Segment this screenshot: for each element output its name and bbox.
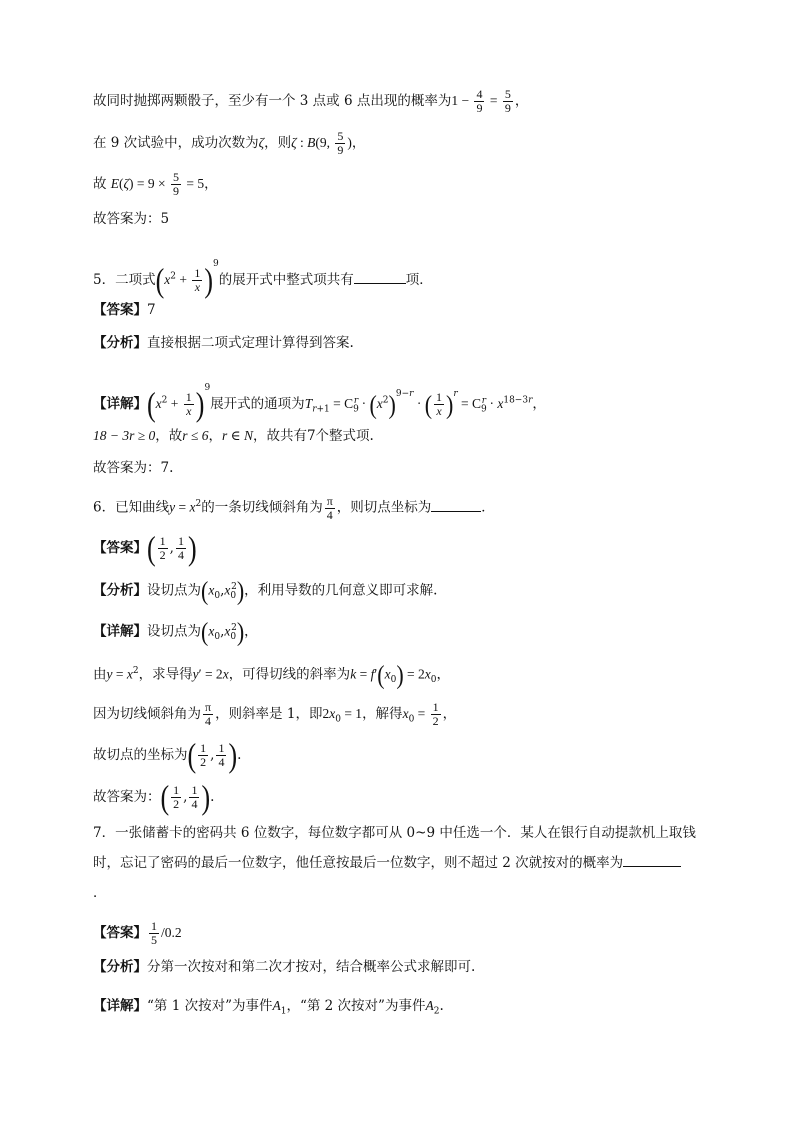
detail-q5: 【详解】($x^2$ + $\frac{1}{x}$ )$^9$展开式的通项为$T_{r+1} = C_9^r \cdot (x^2)^{9-r}$ · ( $\frac{1}{x}$ )$^r = C_9^r \cdot x^{18-3r}$， bbox=[93, 383, 546, 423]
question-5: 5．二项式($x^2$ + $\frac{1}{x}$ )$^9$的展开式中整式项共有 项． bbox=[93, 259, 433, 299]
detail-tag-6: 【详解】 bbox=[93, 623, 147, 640]
text-line-probability: 故同时抛掷两颗骰子，至少有一个 3 点或 6 点出现的概率为1 − $\frac{4}{9}$ = $\frac{5}{9}$ ， bbox=[93, 87, 529, 115]
set-e: r ∈ N bbox=[221, 428, 253, 443]
analysis-text: 直接根据二项式定理计算得到答案. bbox=[147, 335, 354, 351]
trials-text-b: ，则 bbox=[264, 135, 292, 151]
text-line-trials: 在 9 次试验中，成功次数为ζ，则ζ : B(9, $\frac{5}{9}$ )， bbox=[93, 129, 366, 157]
answer-tag-7: 【答案】 bbox=[93, 925, 147, 941]
final-answer-q5: 故答案为：7. bbox=[93, 460, 174, 476]
question-6-tail: ，则切点坐标为 bbox=[336, 499, 432, 516]
analysis-6-a: 设切点为 bbox=[147, 582, 201, 599]
line-6-b: ，求导得 bbox=[138, 666, 193, 683]
answer-tag: 【答案】 bbox=[93, 302, 147, 318]
trials-text: 在 9 次试验中，成功次数为 bbox=[93, 135, 259, 151]
analysis-text-7: 分第一次按对和第二次才按对，结合概率公式求解即可. bbox=[147, 959, 476, 975]
question-7-line2 bbox=[93, 853, 681, 873]
inequality-a: 18 − 3r ≥ 0 bbox=[93, 428, 156, 443]
answer-q7: 【答案】 $\frac{1}{5}$ /0.2 bbox=[93, 919, 182, 947]
analysis-q6: 【分析】设切点为$(x_0,x_0^2)$，利用导数的几何意义即可求解. bbox=[93, 575, 438, 606]
fraction-5-9-b: $\frac{5}{9}$ bbox=[337, 129, 344, 157]
detail-q5-line2 bbox=[93, 426, 374, 446]
line-6-d: ， bbox=[436, 666, 451, 683]
question-6-text: 的一条切线倾斜角为 bbox=[201, 499, 323, 516]
final-q5 bbox=[93, 458, 173, 478]
question-7-text2: 时，忘记了密码的最后一位数字，他任意按最后一位数字，则不超过 2 次就按对的概率为 bbox=[93, 855, 624, 871]
detail-text-7b: ，“第 2 次按对”为事件 bbox=[286, 998, 426, 1014]
line3-6: 故切点的坐标为 bbox=[93, 747, 188, 763]
detail-mid: 展开式的通项为 bbox=[210, 396, 305, 412]
analysis-tag-7: 【分析】 bbox=[93, 959, 147, 975]
detail-q6-line4: 故切点的坐标为( $\frac{1}{2}$ , $\frac{1}{4}$ ). bbox=[93, 736, 242, 774]
question-5-tail: 项． bbox=[405, 272, 433, 288]
question-5-number: 5．二项式 bbox=[93, 272, 156, 288]
line2-6-c: ，解得 bbox=[362, 706, 403, 722]
line2-6-d: ， bbox=[442, 706, 457, 722]
answer-blank bbox=[354, 283, 406, 284]
detail-q7: 【详解】“第 1 次按对”为事件$A_1$，“第 2 次按对”为事件$A_2$. bbox=[93, 998, 444, 1017]
text-b: ，故 bbox=[155, 428, 183, 444]
line-6-a: 由 bbox=[93, 666, 107, 683]
fraction-4-9: $\frac{4}{9}$ bbox=[476, 87, 483, 115]
fraction-5-9: $\frac{5}{9}$ bbox=[504, 87, 511, 115]
answer-blank-7 bbox=[623, 866, 681, 867]
probability-text: 故同时抛掷两颗骰子，至少有一个 3 点或 6 点出现的概率为 bbox=[93, 93, 452, 109]
answer-blank-6 bbox=[431, 511, 481, 512]
question-7-text1: 7．一张储蓄卡的密码共 6 位数字，每位数字都可从 0~9 中任选一个．某人在银行自动提款机上取钱 bbox=[93, 825, 696, 841]
question-7-dot: ． bbox=[93, 885, 107, 901]
detail-6-b: ， bbox=[244, 623, 258, 640]
question-7-line3 bbox=[93, 883, 107, 903]
answer-line-q4 bbox=[93, 209, 169, 229]
answer-suffix-7: /0.2 bbox=[161, 925, 182, 940]
text-d: ， bbox=[208, 428, 222, 444]
detail-6-a: 设切点为 bbox=[147, 623, 201, 640]
answer-q5 bbox=[93, 300, 156, 320]
analysis-q5 bbox=[93, 333, 354, 353]
question-6-end: ． bbox=[481, 499, 495, 516]
text-line-expectation: 故 E(ζ) = 9 × $\frac{5}{9}$ = 5， bbox=[93, 170, 218, 198]
question-7-line1 bbox=[93, 823, 696, 843]
analysis-q7 bbox=[93, 957, 475, 977]
fraction-5-9-c: $\frac{5}{9}$ bbox=[173, 170, 179, 198]
answer-q6: 【答案】( $\frac{1}{2}$ , $\frac{1}{4}$ ) bbox=[93, 529, 197, 567]
question-5-text: 的展开式中整式项共有 bbox=[218, 272, 354, 288]
expectation-prefix: 故 bbox=[93, 176, 107, 192]
detail-q6: 【详解】设切点为$(x_0,x_0^2)$， bbox=[93, 616, 258, 647]
detail-q6-line3: 因为切线倾斜角为 $\frac{\pi}{4}$ ，则斜率是 1，即$2x_0 = 1$，解得$x_0$ = $\frac{1}{2}$ ， bbox=[93, 700, 457, 728]
detail-tag: 【详解】 bbox=[93, 396, 147, 412]
answer-value: 7 bbox=[147, 302, 156, 318]
answer-tag-6: 【答案】 bbox=[93, 540, 147, 556]
analysis-tag: 【分析】 bbox=[93, 335, 147, 351]
question-6-number: 6．已知曲线 bbox=[93, 499, 170, 516]
detail-text-7: “第 1 次按对”为事件 bbox=[147, 998, 273, 1014]
line2-6-a: 因为切线倾斜角为 bbox=[93, 706, 201, 722]
analysis-tag-6: 【分析】 bbox=[93, 582, 147, 599]
line-6-c: ，可得切线的斜率为 bbox=[228, 666, 351, 683]
answer-text-q4: 故答案为：5 bbox=[93, 211, 170, 227]
final-answer-q6: 故答案为： bbox=[93, 789, 161, 805]
detail-tag-7: 【详解】 bbox=[93, 998, 147, 1014]
text-f: ，故共有7个整式项. bbox=[252, 428, 374, 444]
final-q6: 故答案为：( $\frac{1}{2}$ , $\frac{1}{4}$ ). bbox=[93, 778, 215, 816]
analysis-6-b: ，利用导数的几何意义即可求解. bbox=[244, 582, 438, 599]
inequality-c: r ≤ 6 bbox=[182, 428, 209, 443]
line2-6-b: ，则斜率是 1，即 bbox=[215, 706, 323, 722]
question-6: 6．已知曲线$y = x^2$的一条切线倾斜角为 $\frac{\pi}{4}$ ，则切点坐标为 ． bbox=[93, 493, 495, 522]
detail-q6-line2: 由$y = x^2$，求导得y′ = 2x，可得切线的斜率为$k = f'(x_0) = 2x_0$， bbox=[93, 659, 451, 690]
